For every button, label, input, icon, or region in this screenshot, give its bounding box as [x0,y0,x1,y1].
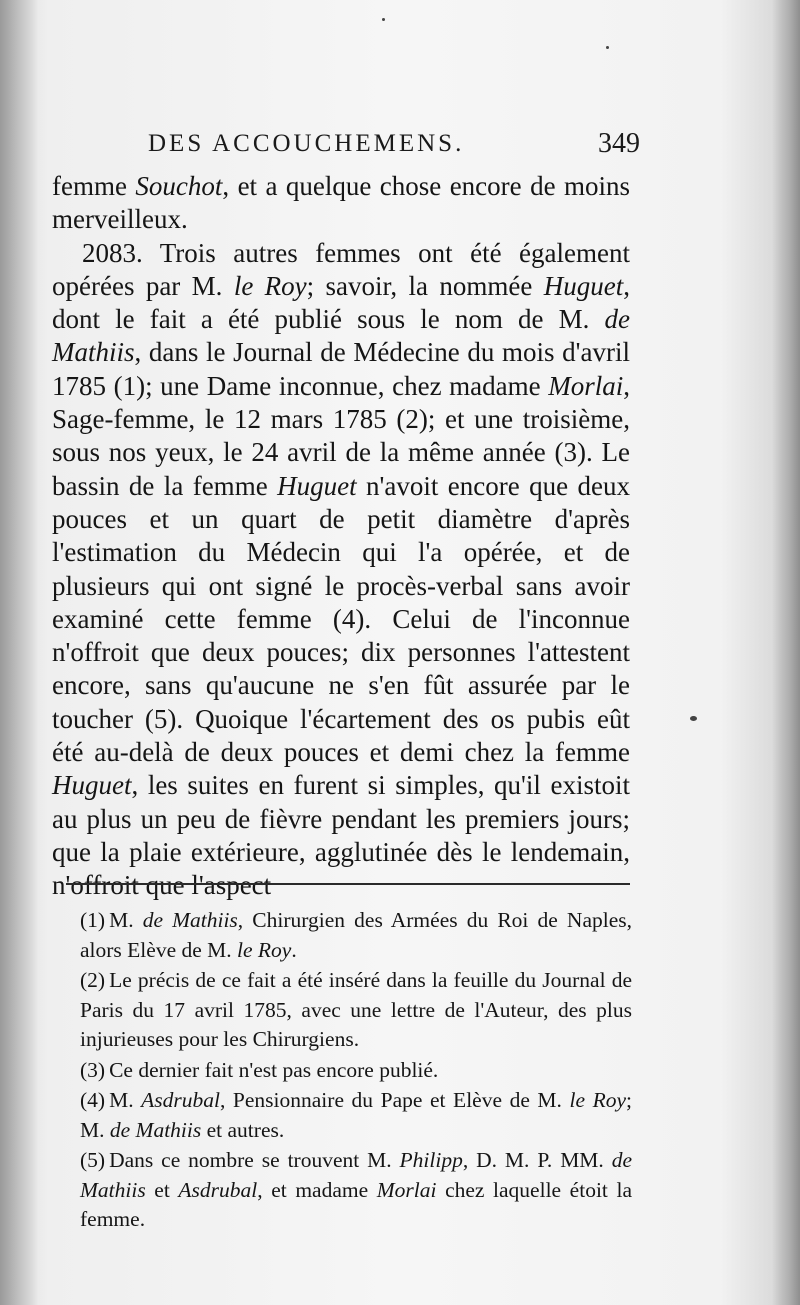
text-run: et [145,1177,179,1202]
italic-name: de Mathiis [80,1148,633,1202]
italic-name: de Mathiis [142,908,238,932]
text-run: , les suites en furent si simples, qu'il existoit au plus un peu de fièvre pendant les premiers jours; que la plaie extérieure, agglutinée dès le lendemain, n'offroit que l'aspect [52,770,630,901]
footnote-number: (1) [80,908,106,932]
paragraph-continuation [52,170,630,237]
text-run: M. [109,1088,142,1112]
ink-speck [690,716,697,721]
footnote-1 [80,906,632,965]
text-run: femme [52,171,136,201]
page-header [140,128,640,164]
text-run: . [291,937,297,962]
footnotes [80,906,632,1236]
footnote-4 [80,1086,632,1145]
text-run: , Pensionnaire du Pape et Elève de M. [219,1088,570,1112]
footnote-2 [80,966,632,1055]
footnote-number: (4) [80,1088,106,1112]
text-run: 2083. Trois autres femmes ont été également opérées par M. [52,237,630,301]
footnote-number: (3) [80,1057,106,1082]
paragraph-2083 [52,237,630,903]
footnote-divider [66,883,630,885]
footnote-5 [80,1146,632,1235]
ink-speck [606,46,609,49]
page-edge-shadow-right [772,0,800,1305]
italic-name: Philipp [399,1148,463,1172]
text-run: , et a quelque chose encore de moins merveilleux. [52,171,630,235]
text-run: Ce dernier fait n'est pas encore publié. [109,1057,439,1082]
text-run: et autres. [201,1117,285,1142]
text-run: ; savoir, la nommée [306,270,544,301]
italic-name: Asdrubal [178,1177,258,1202]
italic-name: de Mathiis [52,304,630,368]
italic-name: Morlai [548,370,624,401]
text-run: , dans le Journal de Médecine du mois d'avril 1785 (1); une Dame inconnue, chez madame [52,337,630,401]
italic-name: le Roy [569,1088,626,1112]
ink-speck [382,18,385,21]
footnote-number: (2) [80,968,106,992]
running-title: DES ACCOUCHEMENS. [148,130,465,157]
text-run: , Chirurgien des Armées du Roi de Naples, alors Elève de M. [80,908,632,962]
text-run: , Sage-femme, le 12 mars 1785 (2); et une troisième, sous nos yeux, le 24 avril de la même année (3). Le bassin de la femme [52,370,630,501]
italic-name: Morlai [376,1177,437,1202]
italic-name: le Roy [233,270,307,301]
italic-name: Huguet [52,770,132,801]
text-run: chez laquelle étoit la femme. [80,1177,633,1231]
text-run: M. [109,908,143,932]
text-run: ; M. [80,1088,632,1142]
text-run: , D. M. P. MM. [462,1148,612,1172]
footnote-3 [80,1056,632,1086]
text-run: Dans ce nombre se trouvent M. [109,1148,400,1172]
text-run: , et madame [257,1177,377,1202]
italic-name: Souchot [135,171,223,201]
italic-name: Huguet [277,470,357,501]
main-text [52,170,630,903]
italic-name: Huguet [543,270,624,301]
text-run: Le précis de ce fait a été inséré dans la feuille du Journal de Paris du 17 avril 1785, avec une lettre de l'Auteur, des plus injurieuses pour les Chirurgiens. [80,968,632,1051]
italic-name: Asdrubal [141,1088,220,1112]
page-number: 349 [598,128,640,159]
text-run: , dont le fait a été publié sous le nom de M. [52,270,630,335]
italic-name: le Roy [237,937,292,962]
italic-name: de Mathiis [109,1117,202,1142]
footnote-number: (5) [80,1148,106,1172]
page-edge-shadow-left [0,0,38,1305]
text-run: n'avoit encore que deux pouces et un quart de petit diamètre d'après l'estimation du Médecin qui l'a opérée, et de plusieurs qui ont signé le procès-verbal sans avoir examiné cette femme (4). Celui de l'inconnue n'offroit que deux pouces; dix personnes l'attestent encore, sans qu'aucune ne s'en fût assurée par le toucher (5). Quoique l'écartement des os pubis eût été au-delà de deux pouces et demi chez la femme [52,470,630,768]
